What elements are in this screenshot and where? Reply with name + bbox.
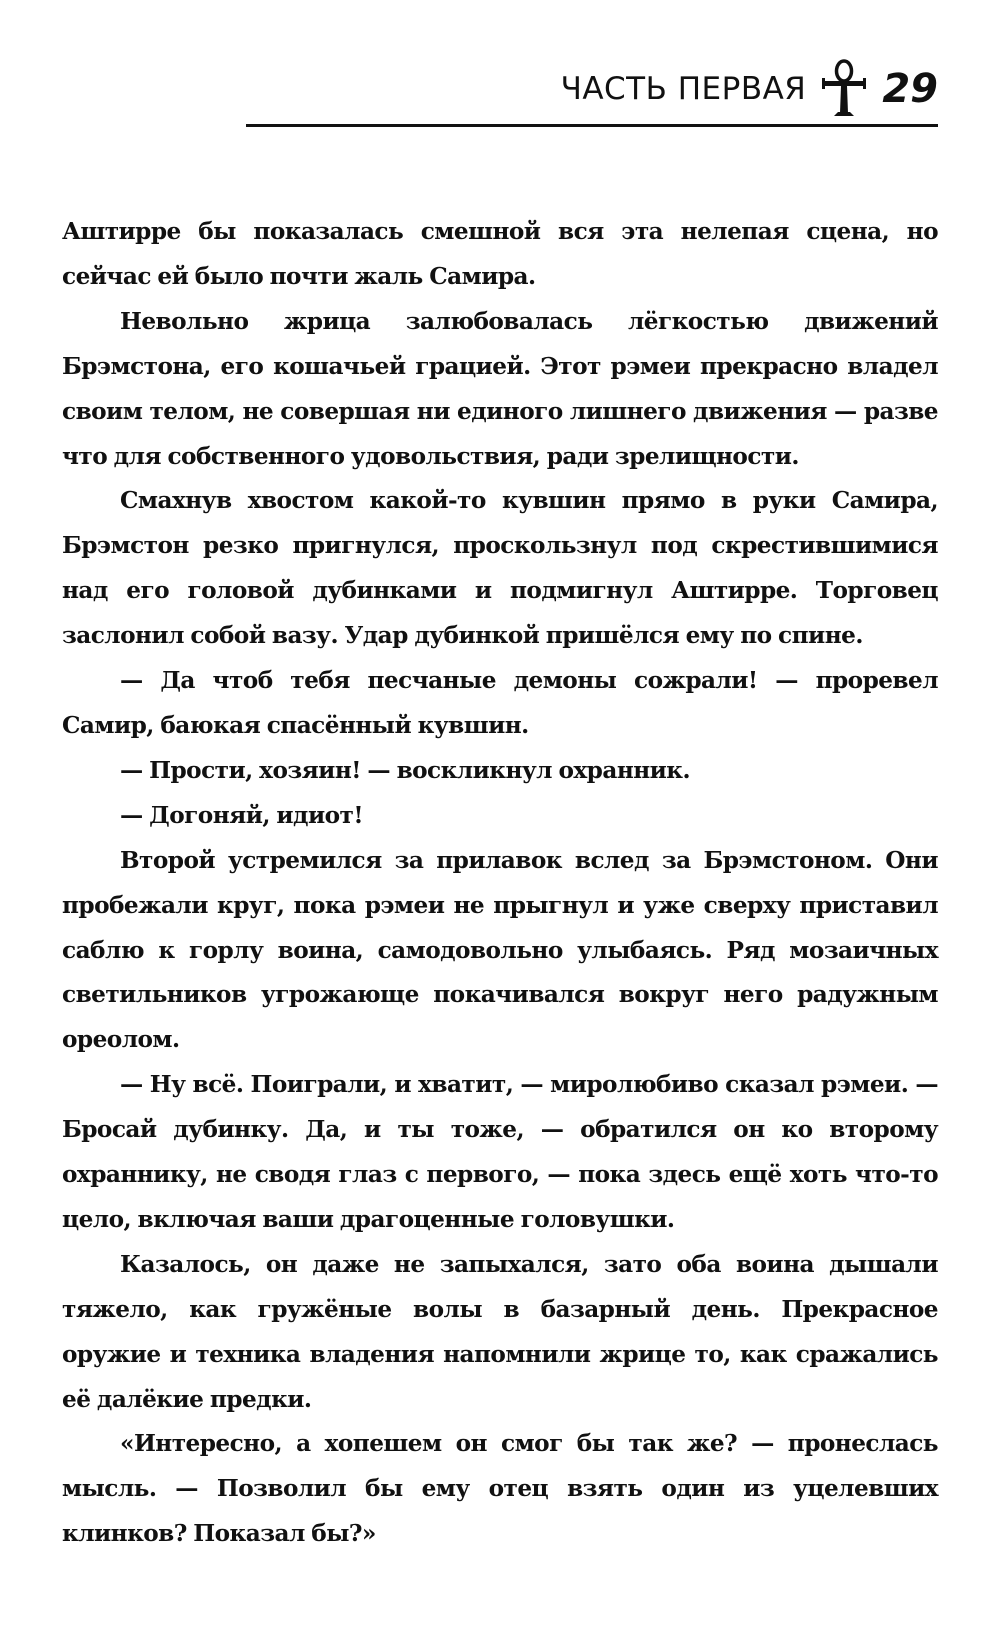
page-number: 29 xyxy=(882,66,938,112)
running-header xyxy=(561,58,938,120)
section-title: ЧАСТЬ ПЕРВАЯ xyxy=(560,71,807,107)
paragraph: Невольно жрица залюбовалась лёгкостью движений Брэмстона, его кошачьей грацией. Этот рэмеи прекрасно владел своим телом, не совершая ни единого лишнего движения — разве что для собственного удовольствия, ради зрелищности. xyxy=(62,307,938,470)
paragraph: «Интересно, а хопешем он смог бы так же? — пронеслась мысль. — Позволил бы ему отец взять один из уцелевших клинков? Показал бы?» xyxy=(62,1430,938,1548)
paragraph: Второй устремился за прилавок вслед за Брэмстоном. Они пробежали круг, пока рэмеи не прыгнул и уже сверху приставил саблю к горлу воина, самодовольно улыбаясь. Ряд мозаичных светильников угрожающе покачивался вокруг него радужным ореолом. xyxy=(62,846,938,1054)
paragraph: Казалось, он даже не запыхался, зато оба воина дышали тяжело, как гружёные волы в базарный день. Прекрасное оружие и техника владения напомнили жрице то, как сражались её далёкие предки. xyxy=(62,1250,938,1413)
paragraph: Аштирре бы показалась смешной вся эта нелепая сцена, но сейчас ей было почти жаль Самира. xyxy=(62,218,938,290)
body-text xyxy=(62,210,938,1557)
dialogue-line: — Ну всё. Поиграли, и хватит, — миролюбиво сказал рэмеи. — Бросай дубинку. Да, и ты тоже, — обратился он ко второму охраннику, не сводя глаз с первого, — пока здесь ещё хоть что-то цело, включая ваши драгоценные головушки. xyxy=(62,1071,938,1233)
dialogue-line: — Прости, хозяин! — воскликнул охранник. xyxy=(120,756,691,784)
ankh-icon xyxy=(820,58,868,120)
dialogue-line: — Догоняй, идиот! xyxy=(120,801,363,829)
paragraph: Смахнув хвостом какой-то кувшин прямо в руки Самира, Брэмстон резко пригнулся, проскользнул под скрестившимися над его головой дубинками и подмигнул Аштирре. Торговец заслонил собой вазу. Удар дубинкой пришёлся ему по спине. xyxy=(62,487,938,650)
header-rule xyxy=(246,124,938,127)
dialogue-line: — Да чтоб тебя песчаные демоны сожрали! — проревел Самир, баюкая спасённый кувшин. xyxy=(62,667,938,739)
